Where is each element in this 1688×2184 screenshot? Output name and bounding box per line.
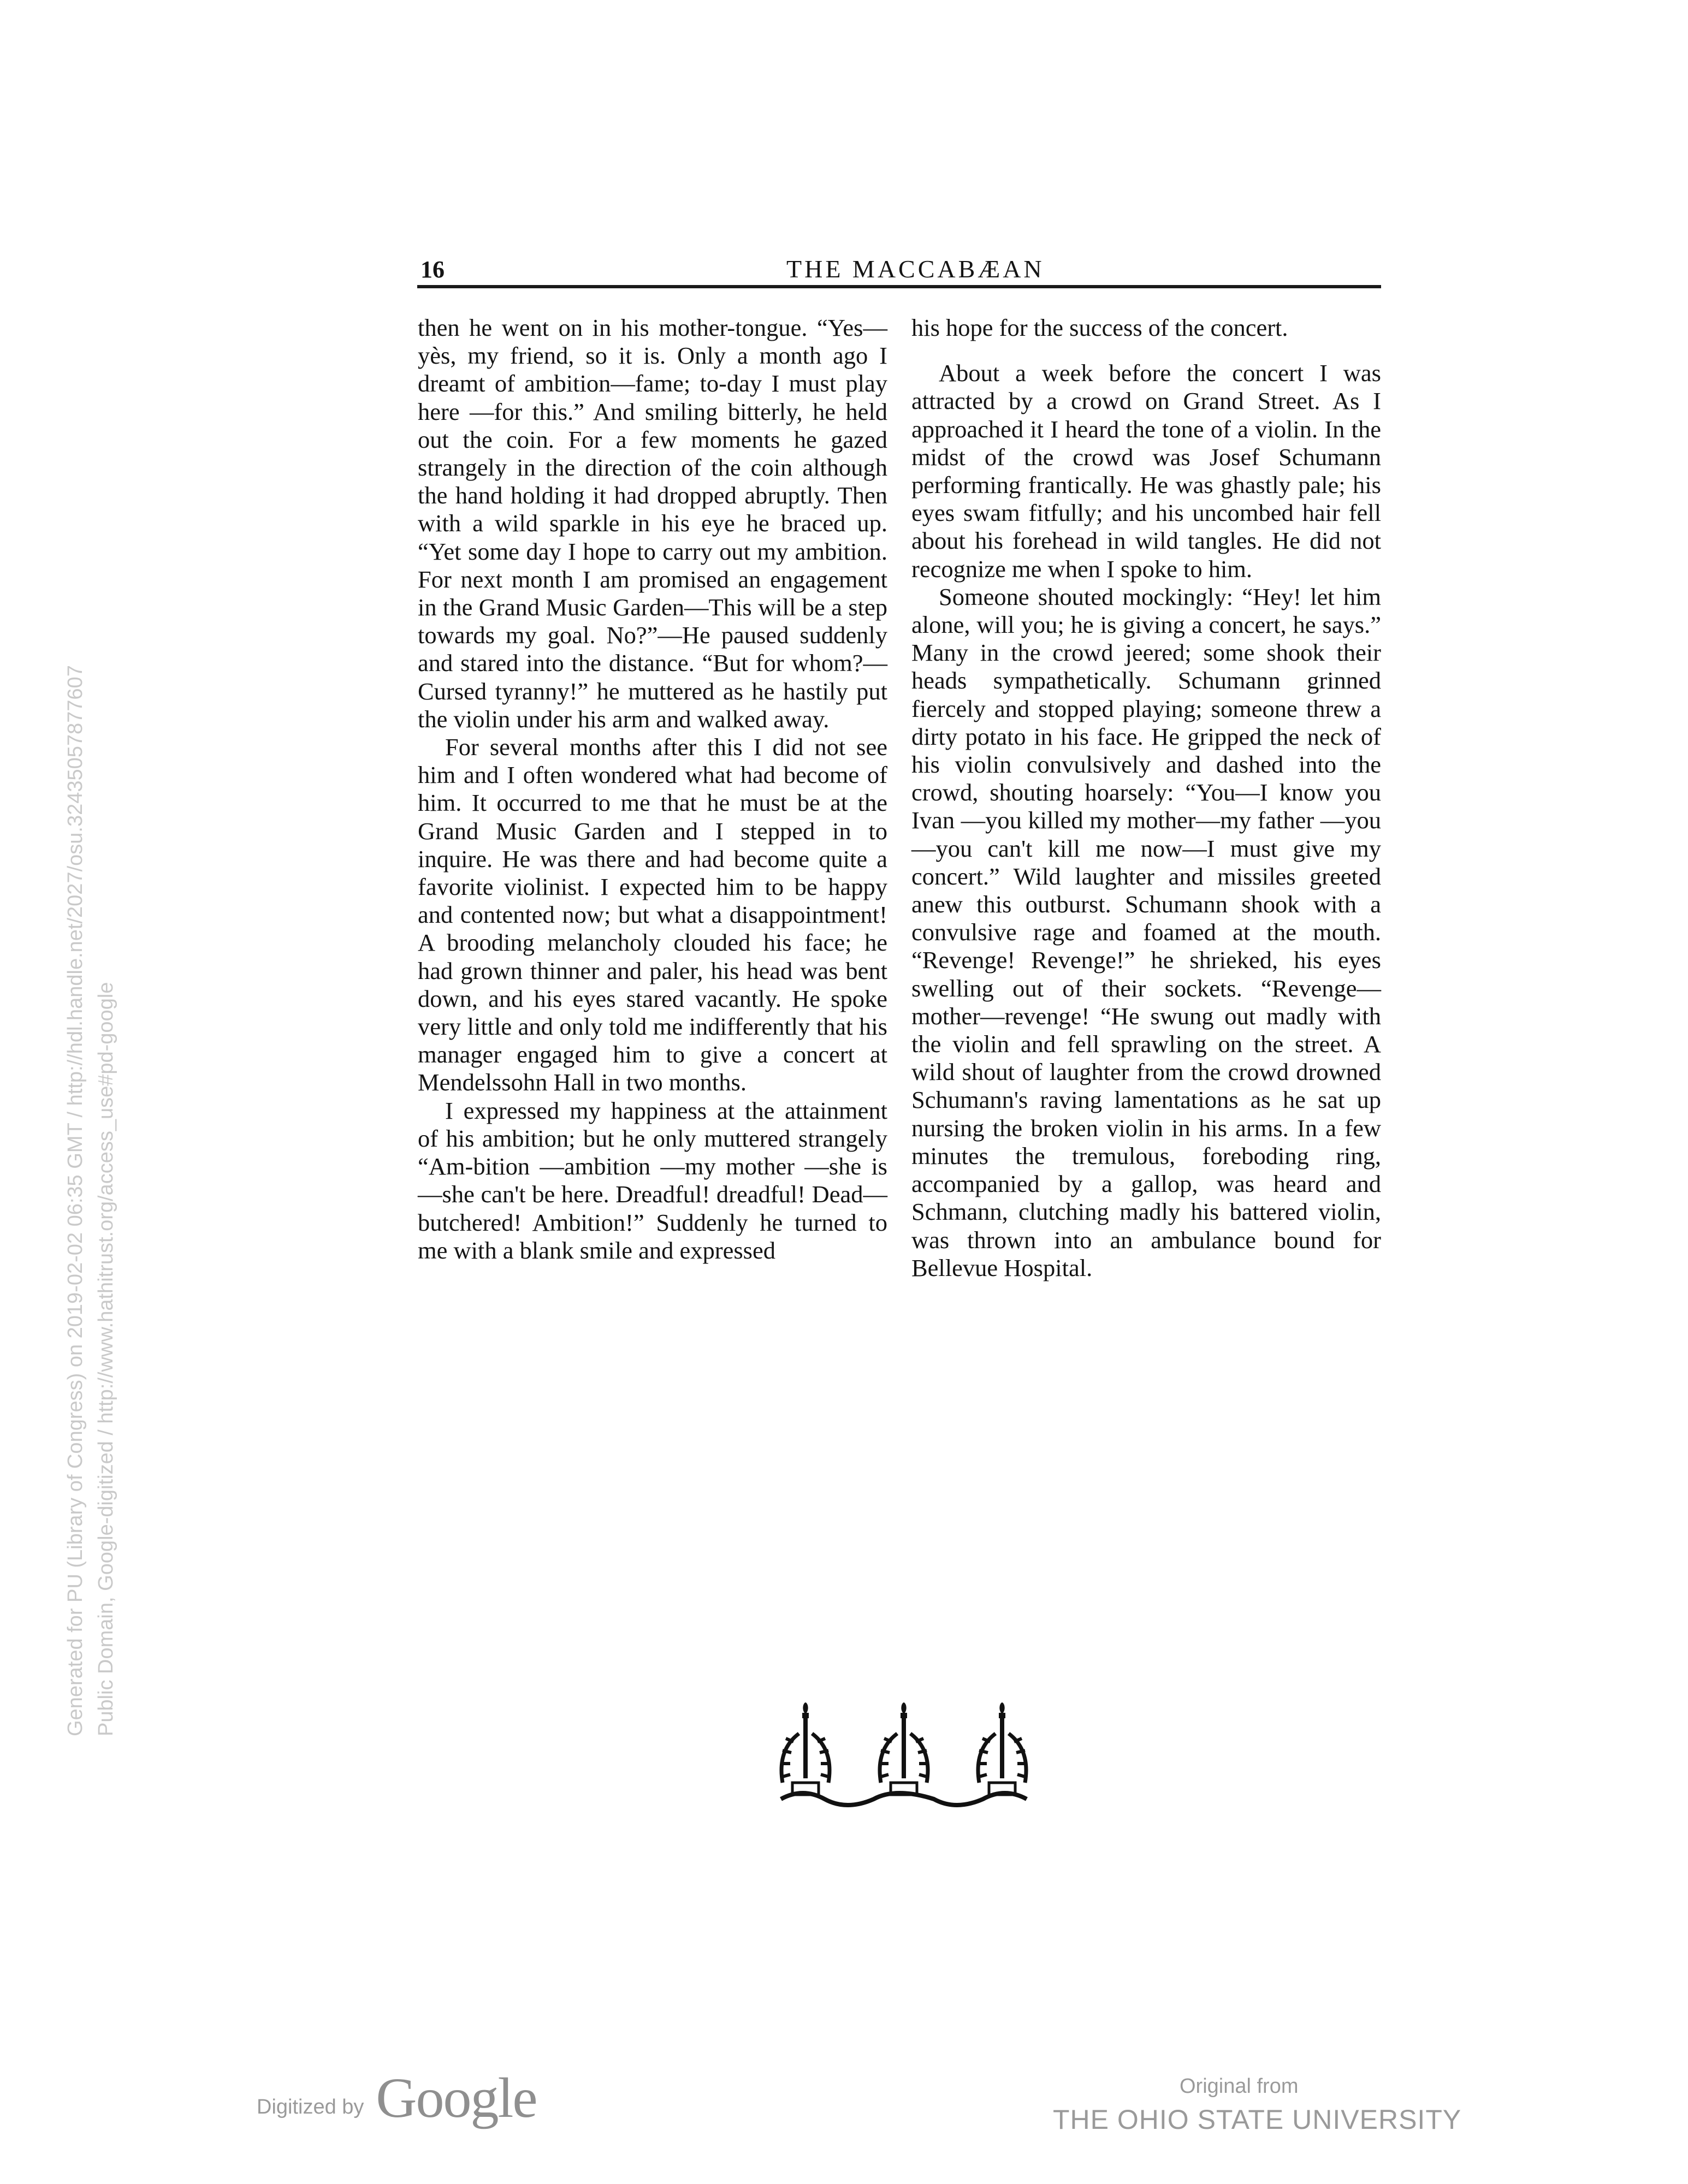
watermark-line-2: Public Domain, Google-digitized / http://www.hathitrust.org/access_use#pd-google: [94, 982, 117, 1736]
left-column: [418, 314, 887, 1265]
page-number: 16: [420, 256, 445, 283]
header-rule: [417, 285, 1381, 288]
left-paragraph-3: I expressed my happiness at the attainment of his ambition; but he only muttered strangely “Am-bition —ambition —my mother —she is —she can't be here. Dreadful! dreadful! Dead—butchered! Ambition!” Suddenly he turned to me with a blank smile and expressed: [418, 1096, 887, 1264]
watermark-line-1: Generated for PU (Library of Congress) on 2019-02-02 06:35 GMT / http://hdl.handle.net/2027/osu.32435057877607: [64, 665, 87, 1736]
left-paragraph-2: For several months after this I did not see him and I often wondered what had become of him. It occurred to me that he must be at the Grand Music Garden and I stepped in to inquire. He was there and had become quite a favorite violinist. I expected him to be happy and contented now; but what a disappointment! A brooding melancholy clouded his face; he had grown thinner and paler, his head was bent down, and his eyes stared vacantly. He spoke very little and only told me indifferently that his manager engaged him to give a concert at Mendelssohn Hall in two months.: [418, 733, 887, 1096]
digitized-by-credit: [257, 2067, 537, 2127]
right-column: [911, 314, 1381, 1282]
three-torches-with-wreaths-ornament-icon: [775, 1701, 1032, 1810]
original-from-label: Original from: [1180, 2075, 1299, 2098]
running-head: THE MACCABÆAN: [786, 255, 1045, 283]
right-paragraph-2: About a week before the concert I was attracted by a crowd on Grand Street. As I approached it I heard the tone of a violin. In the midst of the crowd was Josef Schumann performing frantically. He was ghastly pale; his eyes swam fitfully; and his uncombed hair fell about his forehead in wild tangles. He did not recognize me when I spoke to him.: [911, 359, 1381, 583]
digitized-label: Digitized by: [257, 2096, 364, 2118]
right-paragraph-1: his hope for the success of the concert.: [911, 314, 1288, 341]
left-paragraph-1: then he went on in his mother-tongue. “Yes—yès, my friend, so it is. Only a month ago I dreamt of ambition—fame; to-day I must play here —for this.” And smiling bitterly, he held out the coin. For a few moments he gazed strangely in the direction of the coin although the hand holding it had dropped abruptly. Then with a wild sparkle in his eye he braced up. “Yet some day I hope to carry out my ambition. For next month I am promised an engagement in the Grand Music Garden—This will be a step towards my goal. No?”—He paused suddenly and stared into the distance. “But for whom?—Cursed tyranny!” he muttered as he hastily put the violin under his arm and walked away.: [418, 314, 887, 733]
google-logo: Google: [376, 2067, 537, 2129]
institution-name: THE OHIO STATE UNIVERSITY: [1053, 2104, 1462, 2135]
right-paragraph-3: Someone shouted mockingly: “Hey! let him alone, will you; he is giving a concert, he says.” Many in the crowd jeered; some shook their heads sympathetically. Schumann grinned fiercely and stopped playing; someone threw a dirty potato in his face. He gripped the neck of his violin convulsively and dashed into the crowd, shouting hoarsely: “You—I know you Ivan —you killed my mother—my father —you—you can't kill me now—I must give my concert.” Wild laughter and missiles greeted anew this outburst. Schumann shook with a convulsive rage and foamed at the mouth. “Revenge! Revenge!” he shrieked, his eyes swelling out of their sockets. “Revenge—mother—revenge! “He swung out madly with the violin and fell sprawling on the street. A wild shout of laughter from the crowd drowned Schumann's raving lamentations as he sat up nursing the broken violin in his arms. In a few minutes the tremulous, foreboding ring, accompanied by a gallop, was heard and Schmann, clutching madly his battered violin, was thrown into an ambulance bound for Bellevue Hospital.: [911, 583, 1381, 1281]
